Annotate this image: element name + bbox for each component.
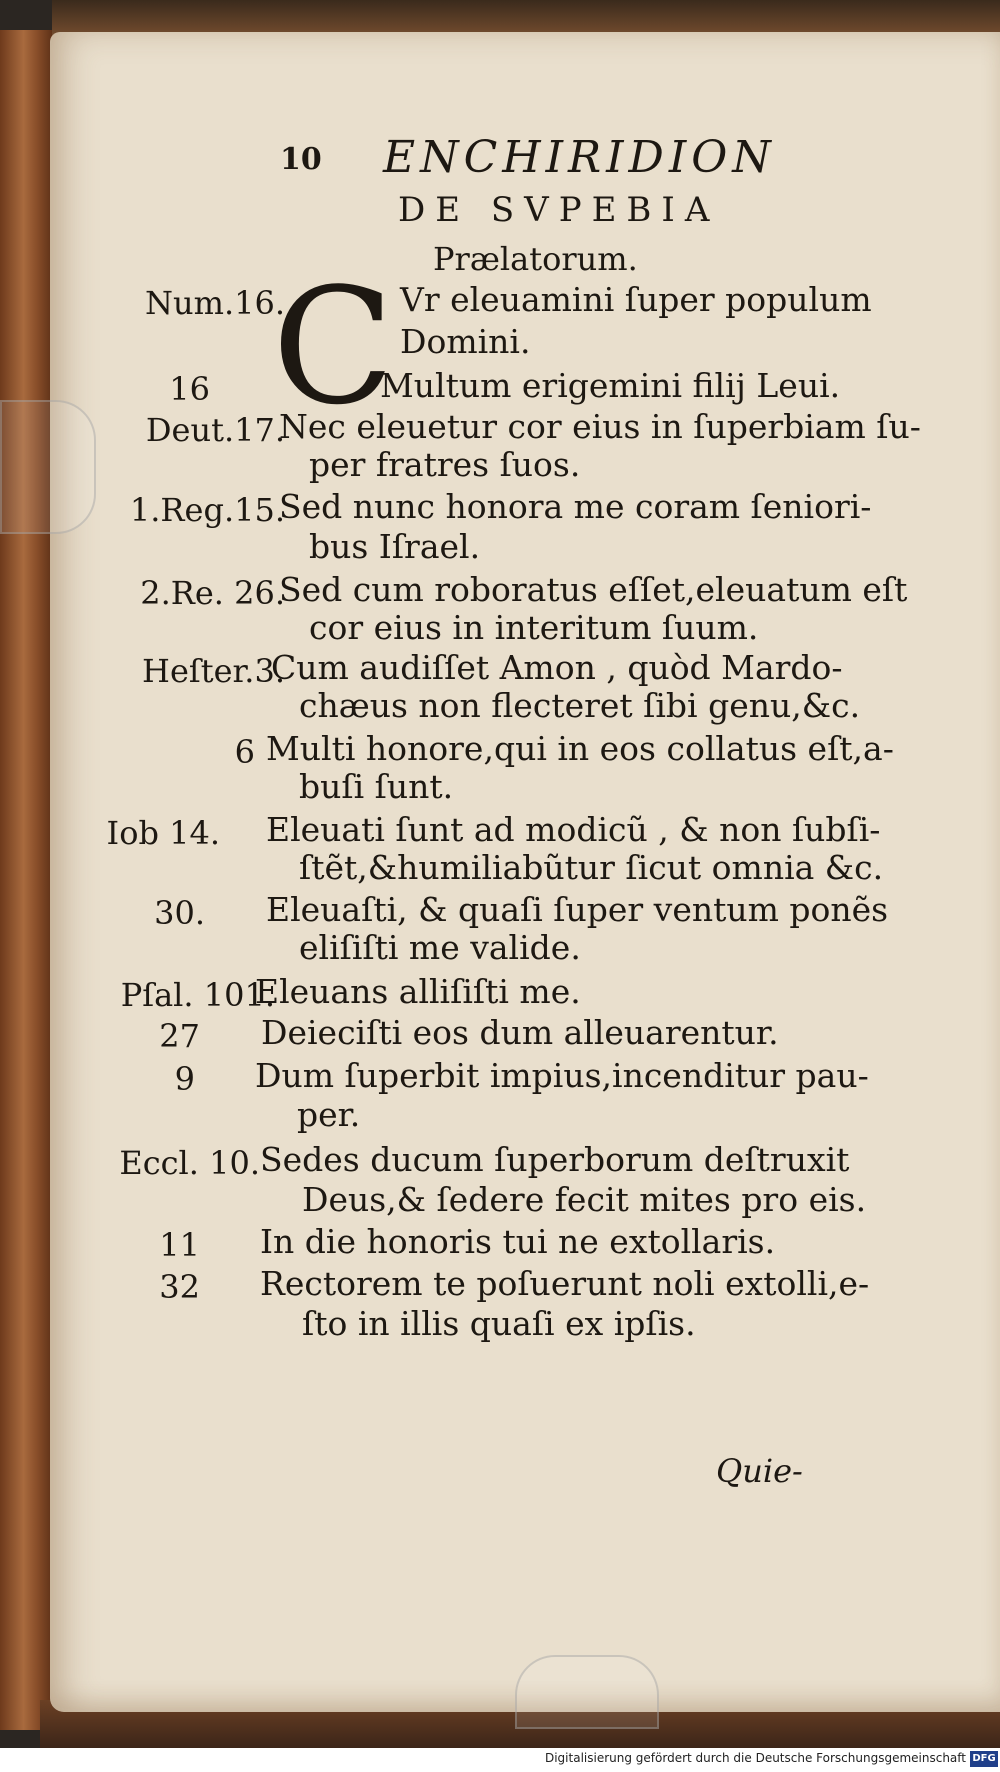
text-line: per.	[297, 1095, 361, 1134]
dfg-logo: DFG	[970, 1751, 998, 1767]
verse-reference: 1.Reg.15.	[129, 491, 285, 529]
verse-reference: Heſter.3.	[142, 652, 285, 690]
footer-credit: Digitalisierung gefördert durch die Deutsche Forschungsgemeinschaft	[544, 1751, 966, 1765]
running-head: ENCHIRIDION	[383, 132, 776, 183]
text-line: Multum erigemini filij Leui.	[380, 366, 841, 405]
text-line: Vr eleuamini ſuper populum	[400, 280, 872, 319]
text-line: In die honoris tui ne extollaris.	[260, 1222, 776, 1261]
section-title: DE SVPEBIA	[398, 190, 720, 230]
text-line: ſtẽt,&humiliabũtur ſicut omnia &c.	[299, 848, 884, 887]
text-line: eliſiſti me valide.	[299, 928, 581, 967]
text-line: Rectorem te poſuerunt noli extolli,e-	[260, 1264, 870, 1303]
verse-reference: Eccl. 10.	[119, 1144, 260, 1182]
catchword: Quie-	[716, 1452, 803, 1490]
text-line: Sed nunc honora me coram ſeniori-	[279, 487, 872, 526]
text-line: Domini.	[400, 322, 531, 361]
verse-reference: 16	[169, 370, 210, 408]
text-line: Sedes ducum ſuperborum deſtruxit	[260, 1140, 850, 1179]
book-page	[50, 32, 1000, 1712]
footer	[0, 1748, 1000, 1772]
text-line: Eleuaſti, & quaſi ſuper ventum ponẽs	[266, 890, 889, 929]
text-line: per fratres ſuos.	[309, 445, 581, 484]
page-clip-left	[0, 400, 96, 534]
verse-reference: 32	[159, 1268, 200, 1306]
page-number: 10	[280, 142, 322, 177]
text-line: bus Iſrael.	[309, 527, 481, 566]
text-line: Eleuans alliſiſti me.	[255, 972, 581, 1011]
text-line: Eleuati ſunt ad modicũ , & non ſubſi-	[266, 810, 881, 849]
verse-reference: Iob 14.	[106, 814, 220, 852]
verse-reference: 2.Re. 26.	[140, 574, 285, 612]
verse-reference: 11	[159, 1226, 200, 1264]
text-line: Deieciſti eos dum alleuarentur.	[261, 1013, 779, 1052]
verse-reference: Num.16.	[144, 284, 285, 322]
text-line: ſto in illis quaſi ex ipſis.	[302, 1304, 696, 1343]
text-line: Sed cum roboratus eſſet,eleuatum eſt	[279, 570, 908, 609]
verse-reference: 6	[234, 733, 255, 771]
text-line: Deus,& ſedere fecit mites pro eis.	[302, 1180, 867, 1219]
initial-letter: C	[272, 253, 395, 440]
verse-reference: Deut.17.	[145, 411, 285, 449]
verse-reference: 30.	[154, 894, 205, 932]
text-line: Cum audiſſet Amon , quòd Mardo-	[271, 648, 843, 687]
book-binding	[0, 30, 52, 1730]
verse-reference: 9	[174, 1060, 195, 1098]
text-line: Multi honore,qui in eos collatus eſt,a-	[266, 729, 894, 768]
text-line: Nec eleuetur cor eius in ſuperbiam ſu-	[279, 407, 921, 446]
text-line: buſi ſunt.	[299, 767, 454, 806]
text-line: Dum ſuperbit impius,incenditur pau-	[255, 1056, 869, 1095]
text-line: cor eius in interitum ſuum.	[309, 608, 759, 647]
page-clip-bottom	[515, 1655, 659, 1729]
section-subtitle: Prælatorum.	[433, 240, 638, 278]
text-line: chæus non flecteret ſibi genu,&c.	[299, 686, 861, 725]
verse-reference: 27	[159, 1017, 200, 1055]
verse-reference: Pſal. 101.	[120, 976, 275, 1014]
